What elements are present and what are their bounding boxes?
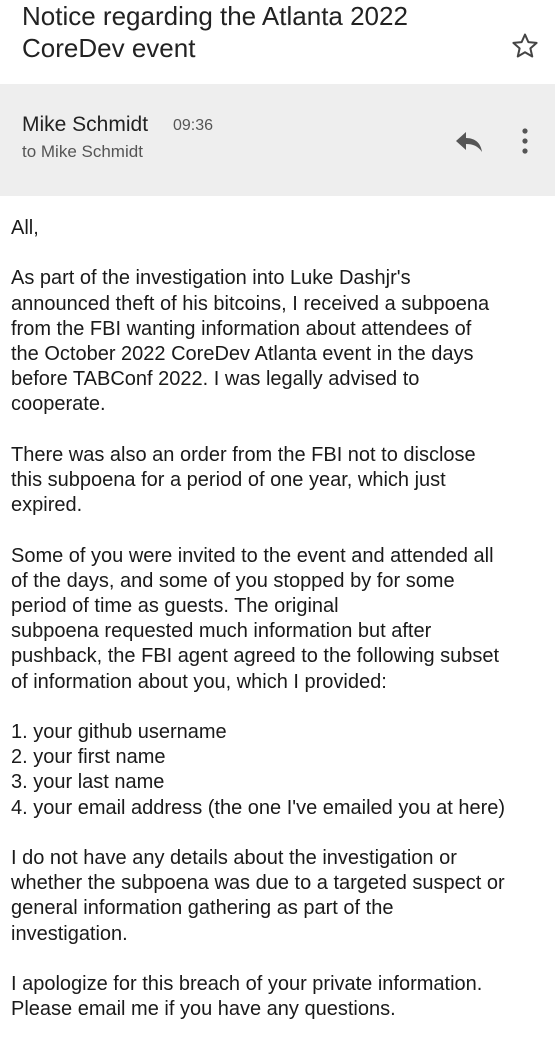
greeting: All,: [11, 217, 39, 239]
recipient-line[interactable]: to Mike Schmidt: [22, 142, 143, 161]
star-icon[interactable]: [510, 31, 540, 61]
body-paragraph: As part of the investigation into Luke Dashjr's announced theft of his bitcoins, I received a subpoena from the FBI wanting information about attendees of the October 2022 CoreDev Atlanta event in the days before TABConf 2022. I was legally advised to cooperate.: [11, 267, 490, 416]
subject-header: [0, 0, 555, 84]
sender-header: [0, 84, 555, 196]
body-paragraph: I do not have any details about the investigation or whether the subpoena was due to a targeted suspect or general information gathering as part of the investigation.: [11, 847, 505, 945]
info-list: [11, 720, 551, 821]
list-item: 1. your github username: [11, 721, 227, 743]
body-paragraph: I apologize for this breach of your private information. Please email me if you have any questions.: [11, 973, 483, 1021]
body-paragraph: Some of you were invited to the event and attended all of the days, and some of you stopped by for some period of time as guests. The original subpoena requested much information but after pushback, the FBI agent agreed to the following subset of information about you, which I provided:: [11, 544, 500, 693]
list-item: 2. your first name: [11, 746, 166, 769]
reply-icon[interactable]: [454, 129, 484, 155]
list-item: 3. your last name: [11, 771, 165, 794]
body-paragraph: There was also an order from the FBI not to disclose this subpoena for a period of one year, which just expired.: [11, 443, 476, 517]
more-vert-icon[interactable]: [515, 126, 535, 156]
email-subject: Notice regarding the Atlanta 2022 CoreDev event: [22, 1, 408, 63]
sender-name[interactable]: Mike Schmidt: [22, 113, 149, 136]
sent-time: 09:36: [173, 117, 214, 134]
email-body: [11, 216, 551, 1048]
list-item: 4. your email address (the one I've emailed you at here): [11, 796, 506, 819]
